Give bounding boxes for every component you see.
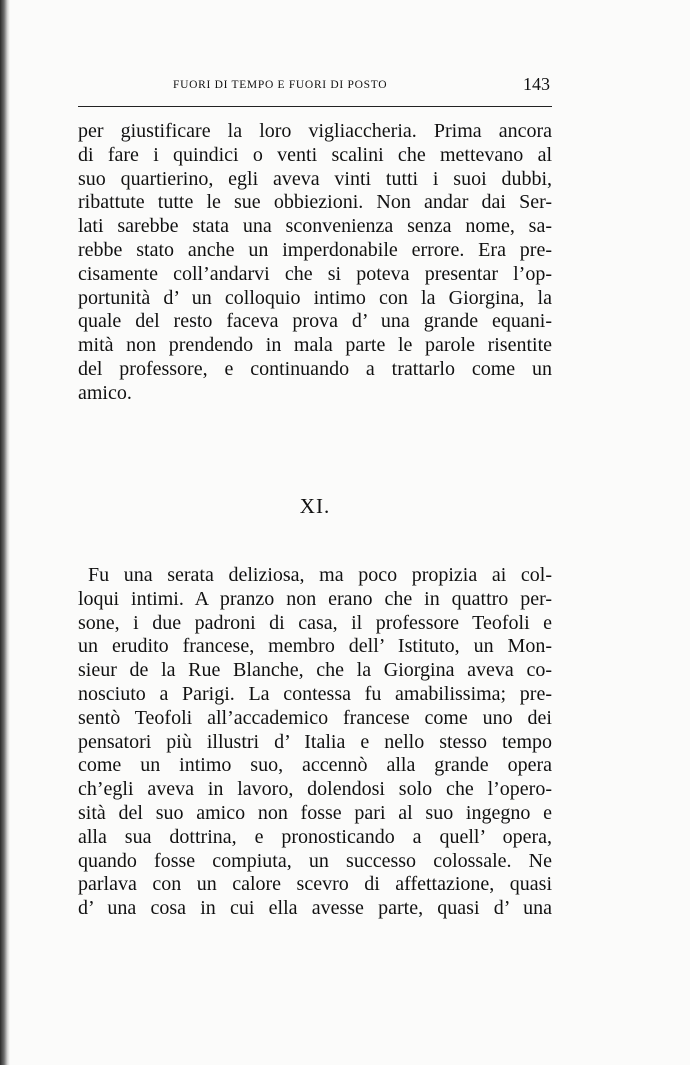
text-line: sieur de la Rue Blanche, che la Giorgina aveva co- bbox=[78, 659, 552, 682]
chapter-heading: XI. bbox=[299, 494, 331, 518]
text-line: alla sua dottrina, e pronosticando a quell’ opera, bbox=[78, 825, 552, 848]
text-line: sone, i due padroni di casa, il professore Teofoli e bbox=[78, 611, 552, 634]
text-line: portunità d’ un colloquio intimo con la Giorgina, la bbox=[78, 286, 552, 309]
text-line: pensatori più illustri d’ Italia e nello stesso tempo bbox=[78, 730, 552, 753]
text-line: loqui intimi. A pranzo non erano che in quattro per- bbox=[78, 587, 552, 610]
text-line: rebbe stato anche un imperdonabile errore. Era pre- bbox=[78, 238, 552, 261]
text-line: amico. bbox=[78, 381, 132, 404]
text-line: del professore, e continuando a trattarlo come un bbox=[78, 357, 552, 380]
page-number: 143 bbox=[523, 74, 550, 94]
text-line: come un intimo suo, accennò alla grande opera bbox=[78, 754, 552, 777]
text-line: parlava con un calore scevro di affettazione, quasi bbox=[78, 873, 552, 896]
text-line: d’ una cosa in cui ella avesse parte, quasi d’ una bbox=[78, 897, 552, 920]
running-header bbox=[78, 74, 552, 98]
text-line: di fare i quindici o venti scalini che mettevano al bbox=[78, 143, 552, 166]
text-line: quale del resto faceva prova d’ una grande equani- bbox=[78, 310, 552, 333]
text-line: cisamente coll’andarvi che si poteva presentar l’op- bbox=[78, 262, 552, 285]
text-line: lati sarebbe stata una sconvenienza senza nome, sa- bbox=[78, 215, 552, 238]
text-line: quando fosse compiuta, un successo colossale. Ne bbox=[78, 849, 552, 872]
text-line: sità del suo amico non fosse pari al suo ingegno e bbox=[78, 801, 552, 824]
text-line: mità non prendendo in mala parte le parole risentite bbox=[78, 334, 552, 357]
page-binding-shadow bbox=[0, 0, 10, 1065]
text-line: per giustificare la loro vigliaccheria. Prima ancora bbox=[78, 120, 552, 142]
text-line: un erudito francese, membro dell’ Istituto, un Mon- bbox=[78, 635, 552, 658]
text-line: ch’egli aveva in lavoro, dolendosi solo che l’opero- bbox=[78, 778, 552, 801]
text-line: ribattute tutte le sue obbiezioni. Non andar dai Ser- bbox=[78, 191, 552, 214]
text-line: nosciuto a Parigi. La contessa fu amabilissima; pre- bbox=[78, 682, 552, 705]
header-rule bbox=[78, 106, 552, 107]
text-line: sentò Teofoli all’accademico francese come uno dei bbox=[78, 706, 552, 729]
running-title: FUORI DI TEMPO E FUORI DI POSTO bbox=[173, 79, 388, 91]
text-line: suo quartierino, egli aveva vinti tutti i suoi dubbi, bbox=[78, 167, 552, 190]
text-line: Fu una serata deliziosa, ma poco propizia ai col- bbox=[88, 564, 552, 586]
paragraph-1 bbox=[78, 120, 552, 406]
paragraph-2 bbox=[78, 564, 552, 921]
